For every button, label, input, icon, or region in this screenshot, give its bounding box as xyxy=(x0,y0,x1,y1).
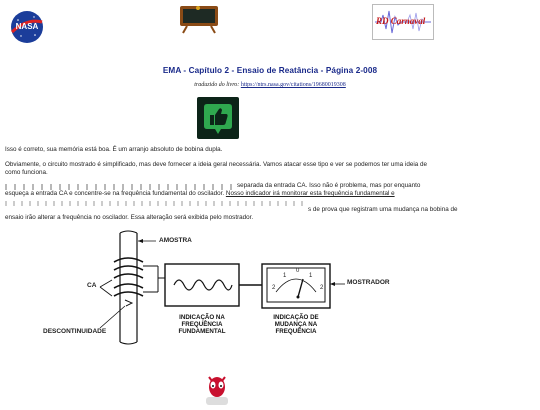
paragraph-4-line2: ensaio irão alterar a frequência no oscilador. Essa alteração será exibida pelo mostrador. xyxy=(5,214,254,221)
meter-tick-5: 2 xyxy=(320,285,324,291)
paragraph-4-faded xyxy=(5,201,305,206)
page-title: EMA - Capítulo 2 - Ensaio de Reatância - Página 2-008 xyxy=(162,66,378,75)
paragraph-1: Isso é correto, sua memória está boa. É um arranjo absoluto de bobina dupla. xyxy=(5,146,223,153)
paragraph-3-right: separada da entrada CA. Isso não é problema, mas por enquanto xyxy=(237,182,421,189)
label-ind-mud-1: INDICAÇÃO DE xyxy=(273,314,319,321)
svg-text:NASA: NASA xyxy=(15,22,39,31)
label-descontinuidade: DESCONTINUIDADE xyxy=(43,328,107,335)
label-indicacao-frequencia xyxy=(162,314,242,335)
paragraph-3-line2-b: Nosso indicador irá monitorar esta frequência fundamental e xyxy=(225,190,395,197)
label-amostra: AMOSTRA xyxy=(159,237,192,244)
meter-tick-3: 0 xyxy=(296,268,300,274)
meter-tick-2: 1 xyxy=(283,273,287,279)
label-ind-mud-3: FREQUÊNCIA xyxy=(275,328,317,335)
thumbs-up-icon xyxy=(197,97,239,139)
label-ind-mud-2: MUDANÇA NA xyxy=(274,321,318,328)
label-ind-freq-3: FUNDAMENTAL xyxy=(178,328,226,335)
label-indicacao-mudanca xyxy=(258,314,334,335)
mascot-icon[interactable] xyxy=(200,373,234,405)
label-mostrador: MOSTRADOR xyxy=(347,279,390,286)
source-link[interactable]: https://ntrs.nasa.gov/citations/19680019308 xyxy=(240,82,346,88)
circuit-diagram xyxy=(40,230,410,345)
rd-carnaval-logo[interactable] xyxy=(372,4,434,40)
paragraph-2: Obviamente, o circuito mostrado é simplificado, mas deve fornecer a ideia geral necessária. Vamos atacar esse tipo e ver se podemos ter uma ideia de como funciona. xyxy=(5,161,427,176)
logo-text: RD Carnaval xyxy=(376,16,426,26)
label-ca: CA xyxy=(87,282,97,289)
paragraph-4-right: s de prova que registram uma mudança na bobina de xyxy=(308,206,458,213)
blackboard-icon[interactable] xyxy=(178,4,220,34)
source-label: traduzido do livro: xyxy=(194,82,240,88)
nasa-logo[interactable] xyxy=(8,8,46,46)
label-ind-freq-2: FREQUÊNCIA xyxy=(181,321,223,328)
source-line xyxy=(0,82,540,88)
paragraph-3-line2-a: esqueça a entrada CA e concentre-se na frequência fundamental do oscilador. xyxy=(5,190,226,197)
meter-tick-1: 2 xyxy=(272,285,276,291)
meter-tick-4: 1 xyxy=(309,273,313,279)
label-ind-freq-1: INDICAÇÃO NA xyxy=(179,314,225,321)
paragraph-3-line2 xyxy=(5,190,445,198)
